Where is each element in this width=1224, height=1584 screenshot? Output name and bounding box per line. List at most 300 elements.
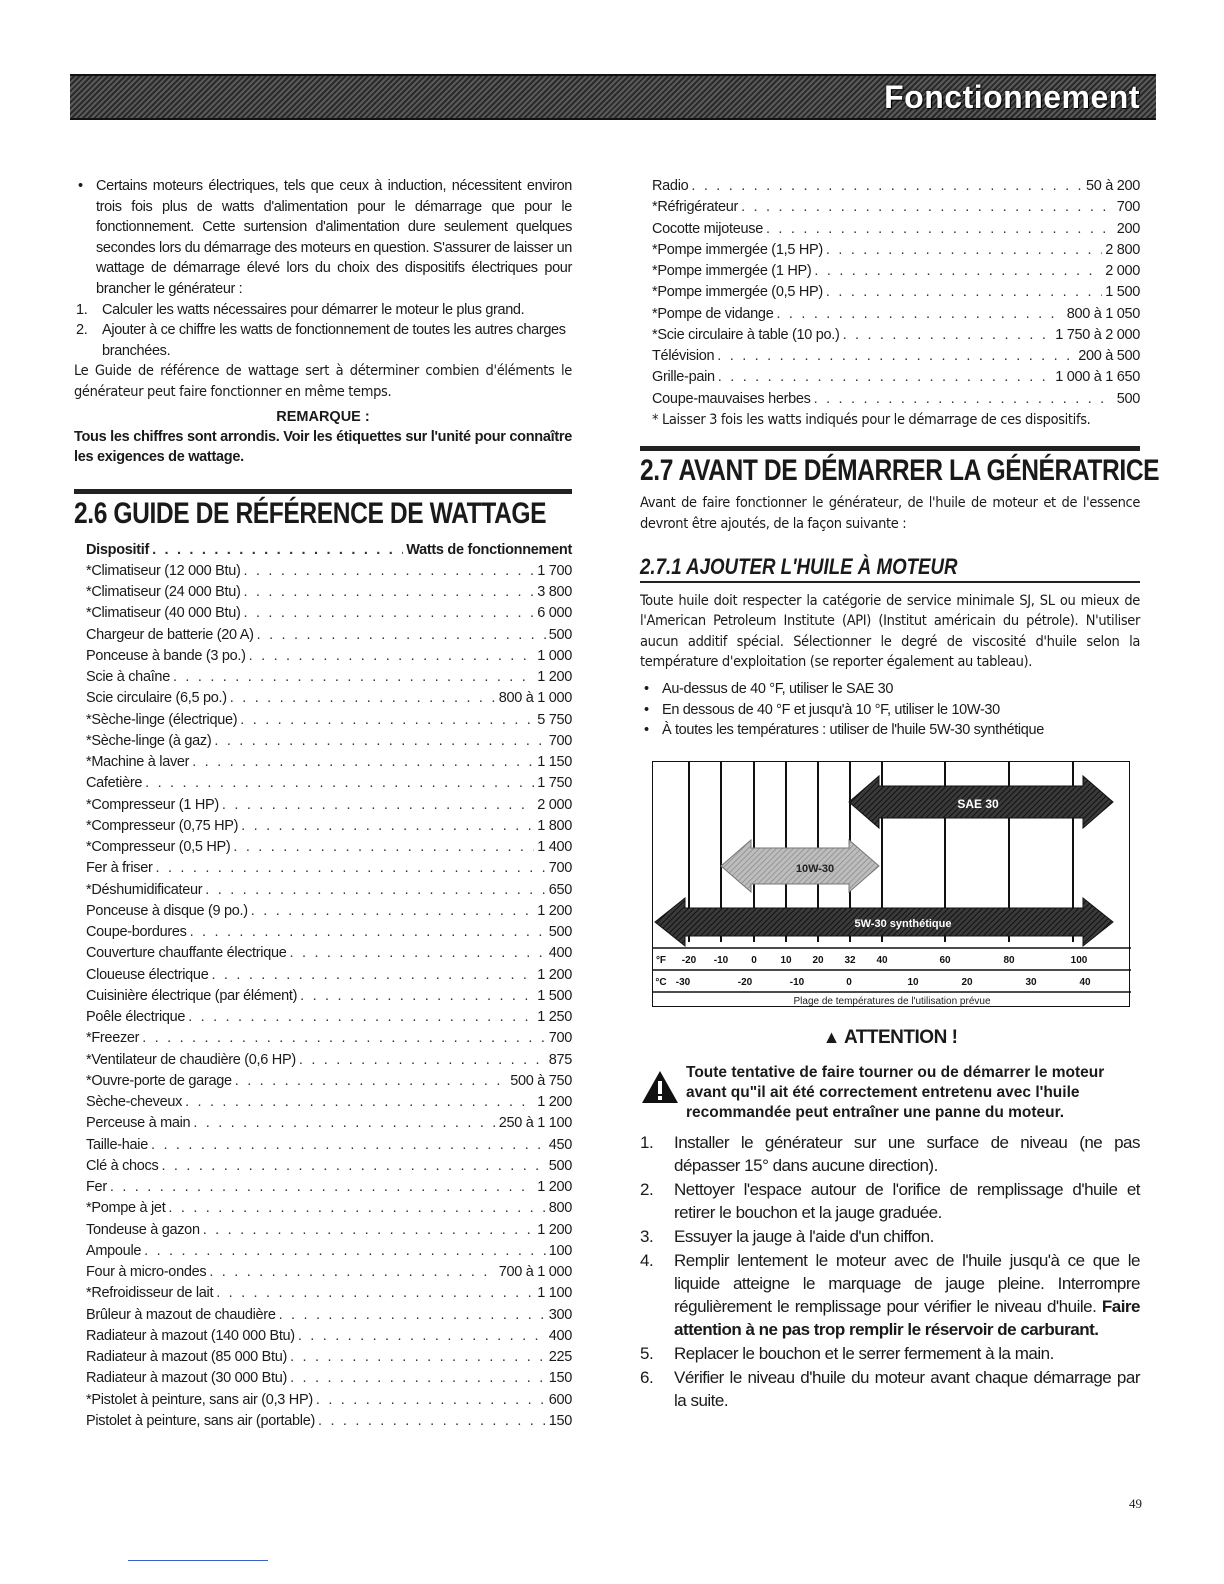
c-tick: 10 — [907, 976, 919, 988]
leader-dots — [298, 1326, 546, 1347]
row-label: Radiateur à mazout (140 000 Btu) — [86, 1327, 295, 1344]
leader-dots — [244, 603, 535, 624]
leader-dots — [230, 688, 496, 709]
row-value: 3 800 — [537, 584, 572, 601]
leader-dots — [235, 1071, 507, 1092]
row-label: Radiateur à mazout (85 000 Btu) — [86, 1349, 288, 1366]
guide-text: Le Guide de référence de wattage sert à déterminer combien d'éléments le générateur peut faire fonctionner en même temps. — [74, 363, 572, 400]
leader-dots — [318, 1411, 546, 1432]
subsection-title: 2.7.1 AJOUTER L'HUILE À MOTEUR — [640, 553, 958, 579]
row-label: *Ouvre-porte de garage — [86, 1072, 232, 1089]
leader-dots — [300, 986, 534, 1007]
row-value: 800 — [548, 1200, 572, 1217]
leader-dots — [249, 646, 535, 667]
c-tick: 40 — [1079, 976, 1091, 988]
leader-dots — [145, 773, 534, 794]
row-label: Sèche-cheveux — [86, 1094, 183, 1111]
row-value: 2 000 — [537, 796, 572, 813]
page-title: Fonctionnement — [884, 79, 1140, 115]
row-label: Cloueuse électrique — [86, 966, 209, 983]
row-value: 150 — [548, 1412, 572, 1429]
table-row — [640, 346, 1140, 367]
leader-dots — [718, 367, 1052, 388]
row-value: 150 — [548, 1370, 572, 1387]
leader-dots — [814, 261, 1102, 282]
footer-line — [128, 1560, 268, 1561]
row-value: 600 — [548, 1391, 572, 1408]
table-row — [74, 1347, 572, 1368]
table-row — [640, 304, 1140, 325]
row-label: Chargeur de batterie (20 A) — [86, 626, 254, 643]
table-row — [74, 561, 572, 582]
leader-dots — [241, 816, 534, 837]
leader-dots — [244, 561, 535, 582]
row-value: 1 700 — [537, 562, 572, 579]
f-tick: 20 — [812, 954, 824, 966]
table-footnote: * Laisser 3 fois les watts indiqués pour le démarrage de ces dispositifs. — [652, 411, 1091, 428]
row-value: 1 200 — [537, 1179, 572, 1196]
table-row — [74, 922, 572, 943]
oil-bullet-text: En dessous de 40 °F et jusqu'à 10 °F, utiliser le 10W-30 — [662, 701, 1000, 718]
row-label: *Compresseur (0,5 HP) — [86, 839, 231, 856]
row-value: 1 200 — [537, 966, 572, 983]
c-tick: -30 — [675, 976, 691, 988]
table-row — [74, 1177, 572, 1198]
remark-text: Tous les chiffres sont arrondis. Voir les étiquettes sur l'unité pour connaître les exigences de wattage. — [74, 428, 572, 465]
row-label: Scie circulaire (6,5 po.) — [86, 690, 227, 707]
row-label: *Sèche-linge (électrique) — [86, 711, 238, 728]
leader-dots — [826, 240, 1102, 261]
attention-heading — [640, 1027, 1140, 1049]
bar-label-10w-30: 10W-30 — [795, 862, 835, 875]
row-value: 1 150 — [537, 754, 572, 771]
row-label: Ponceuse à disque (9 po.) — [86, 902, 248, 919]
step-text: Ajouter à ce chiffre les watts de fonctionnement de toutes les autres charges branchées. — [102, 322, 566, 359]
f-tick: 80 — [1003, 954, 1015, 966]
row-label: Télévision — [652, 348, 715, 364]
table-row — [74, 1326, 572, 1347]
row-value: 1 200 — [537, 669, 572, 686]
row-label: Grille-pain — [652, 369, 715, 386]
remark-title: REMARQUE : — [276, 408, 370, 425]
oil-steps — [640, 1131, 1140, 1412]
c-tick: -10 — [789, 976, 805, 988]
row-label: Tondeuse à gazon — [86, 1221, 200, 1238]
row-label: Clé à chocs — [86, 1157, 159, 1174]
oil-temperature-chart — [652, 761, 1130, 1007]
row-value: 875 — [548, 1051, 572, 1068]
leader-dots — [290, 1368, 546, 1389]
leader-dots — [173, 667, 534, 688]
step-text: Nettoyer l'espace autour de l'orifice de remplissage d'huile et retirer le bouchon et la jauge graduée. — [674, 1179, 1140, 1222]
f-tick: 32 — [844, 954, 856, 966]
list-item — [640, 700, 1140, 721]
oil-bullets — [640, 679, 1140, 741]
row-value: 1 100 — [537, 1285, 572, 1302]
row-label: Brûleur à mazout de chaudière — [86, 1306, 276, 1323]
step-number: 2. — [76, 322, 88, 339]
table-row — [640, 325, 1140, 346]
table-row — [74, 1241, 572, 1262]
table-row — [74, 1050, 572, 1071]
attention-title: ATTENTION ! — [843, 1026, 958, 1048]
table-row — [74, 1007, 572, 1028]
c-unit-label: °C — [655, 976, 667, 988]
leader-dots — [279, 1305, 546, 1326]
warning-triangle-icon: ▲ — [822, 1026, 840, 1047]
column-header-device: Dispositif — [86, 541, 150, 558]
leader-dots — [216, 1283, 534, 1304]
f-tick: 100 — [1070, 954, 1088, 966]
row-label: Cafetière — [86, 775, 143, 792]
row-label: *Climatiseur (12 000 Btu) — [86, 562, 241, 579]
row-value: 500 — [548, 626, 572, 643]
table-row — [640, 197, 1140, 218]
table-row — [74, 1262, 572, 1283]
leader-dots — [152, 540, 403, 561]
leader-dots — [151, 1135, 546, 1156]
row-value: 50 à 200 — [1085, 178, 1140, 194]
table-row — [74, 731, 572, 752]
leader-dots — [214, 731, 545, 752]
table-row — [74, 837, 572, 858]
table-row — [74, 603, 572, 624]
leader-dots — [290, 1347, 546, 1368]
row-label: *Machine à laver — [86, 754, 190, 771]
table-row — [74, 795, 572, 816]
header-banner — [70, 74, 1156, 120]
row-label: Pistolet à peinture, sans air (portable) — [86, 1412, 315, 1429]
row-value: 1 800 — [537, 817, 572, 834]
left-column — [74, 176, 572, 1432]
row-value: 400 — [548, 1327, 572, 1344]
table-row — [74, 1220, 572, 1241]
step-item — [74, 320, 572, 361]
row-value: 6 000 — [537, 605, 572, 622]
table-row — [74, 773, 572, 794]
row-value: 300 — [548, 1306, 572, 1323]
step-text: Essuyer la jauge à l'aide d'un chiffon. — [674, 1226, 934, 1246]
table-row — [74, 1135, 572, 1156]
row-value: 700 à 1 000 — [498, 1264, 572, 1281]
table-row — [74, 1283, 572, 1304]
row-value: 1 200 — [537, 1094, 572, 1111]
table-row — [74, 1156, 572, 1177]
warning-text: Toute tentative de faire tourner ou de démarrer le moteur avant qu"il ait été correctement entretenu avec l'huile recommandée peut entraîner une panne du moteur. — [686, 1063, 1105, 1121]
leader-dots — [316, 1390, 546, 1411]
row-label: *Pompe immergée (1,5 HP) — [652, 241, 823, 258]
table-row — [74, 710, 572, 731]
row-value: 1 200 — [537, 902, 572, 919]
row-value: 500 à 750 — [510, 1072, 572, 1089]
row-label: Scie à chaîne — [86, 669, 170, 686]
row-value: 700 — [1116, 199, 1140, 216]
row-value: 2 000 — [1105, 263, 1140, 279]
leader-dots — [190, 922, 546, 943]
row-value: 5 750 — [537, 711, 572, 728]
row-value: 1 750 à 2 000 — [1055, 326, 1140, 343]
f-axis-ticks — [656, 955, 1088, 966]
leader-dots — [211, 965, 534, 986]
table-row — [640, 367, 1140, 388]
step-item — [74, 300, 572, 321]
oil-chart-svg — [653, 762, 1131, 1008]
row-label: Coupe-mauvaises herbes — [652, 390, 811, 407]
table-row — [74, 688, 572, 709]
table-row — [74, 667, 572, 688]
row-label: Fer à friser — [86, 860, 153, 877]
row-value: 1 500 — [1105, 284, 1140, 301]
table-row — [74, 943, 572, 964]
table-row — [74, 901, 572, 922]
chart-caption: Plage de températures de l'utilisation prévue — [793, 995, 991, 1007]
row-value: 100 — [548, 1242, 572, 1259]
leader-dots — [192, 752, 534, 773]
row-label: *Pistolet à peinture, sans air (0,3 HP) — [86, 1391, 313, 1408]
row-value: 1 750 — [537, 775, 572, 792]
c-axis-ticks — [655, 977, 1091, 988]
row-label: *Déshumidificateur — [86, 881, 203, 898]
table-row — [74, 858, 572, 879]
table-row — [74, 1092, 572, 1113]
step-item — [640, 1342, 1140, 1365]
step-text: Vérifier le niveau d'huile du moteur avant chaque démarrage par la suite. — [674, 1367, 1140, 1410]
page-number: 49 — [1129, 1496, 1142, 1511]
leader-dots — [251, 901, 534, 922]
leader-dots — [205, 880, 545, 901]
row-label: Perceuse à main — [86, 1115, 191, 1132]
f-tick: 10 — [780, 954, 792, 966]
row-label: *Refroidisseur de lait — [86, 1285, 214, 1302]
row-label: Couverture chauffante électrique — [86, 945, 287, 962]
row-value: 800 à 1 050 — [1066, 305, 1140, 322]
row-value: 800 à 1 000 — [498, 690, 572, 707]
bar-label-sae-30: SAE 30 — [957, 796, 999, 811]
table-row — [74, 625, 572, 646]
section-title: 2.6 GUIDE DE RÉFÉRENCE DE WATTAGE — [74, 496, 547, 530]
row-value: 400 — [548, 945, 572, 962]
row-label: Coupe-bordures — [86, 924, 187, 941]
step-item — [640, 1366, 1140, 1412]
table-row — [640, 219, 1140, 240]
row-label: Radio — [652, 178, 689, 194]
warning-block — [640, 1063, 1140, 1123]
row-label: Cuisinière électrique (par élément) — [86, 987, 298, 1004]
step-emphasis: Faire attention à ne pas trop remplir le réservoir de carburant. — [674, 1296, 1140, 1339]
leader-dots — [209, 1262, 495, 1283]
leader-dots — [222, 795, 534, 816]
leader-dots — [814, 389, 1114, 410]
row-value: 200 à 500 — [1078, 348, 1140, 364]
table-header — [74, 540, 572, 561]
step-item — [640, 1225, 1140, 1248]
list-item — [640, 679, 1140, 700]
right-column — [640, 176, 1160, 1413]
row-label: *Scie circulaire à table (10 po.) — [652, 326, 840, 343]
row-label: Ponceuse à bande (3 po.) — [86, 647, 246, 664]
table-row — [640, 282, 1140, 303]
step-text: Remplir lentement le moteur avec de l'huile jusqu'à ce que le liquide atteigne le marquage de jauge pleine. Interrompre régulièrement le remplissage pour vérifier le niveau d'huile. — [674, 1250, 1140, 1316]
step-number: 1. — [76, 301, 88, 318]
row-label: *Compresseur (1 HP) — [86, 796, 219, 813]
row-label: *Réfrigérateur — [652, 199, 739, 216]
leader-dots — [843, 325, 1053, 346]
table-row — [74, 1390, 572, 1411]
leader-dots — [299, 1050, 546, 1071]
step-number: 1. — [640, 1132, 654, 1152]
step-item — [640, 1178, 1140, 1224]
table-row — [74, 1198, 572, 1219]
step-item — [640, 1249, 1140, 1341]
table-row — [74, 1411, 572, 1432]
list-item — [640, 720, 1140, 741]
row-label: *Pompe à jet — [86, 1200, 166, 1217]
row-value: 1 250 — [537, 1009, 572, 1026]
wattage-table-continued — [640, 176, 1140, 410]
leader-dots — [110, 1177, 534, 1198]
leader-dots — [156, 858, 546, 879]
wattage-table — [74, 540, 572, 1433]
leader-dots — [240, 710, 534, 731]
leader-dots — [776, 304, 1063, 325]
row-label: Radiateur à mazout (30 000 Btu) — [86, 1370, 288, 1387]
row-label: Ampoule — [86, 1242, 142, 1259]
row-value: 700 — [548, 732, 572, 749]
step-number: 3. — [640, 1226, 654, 1246]
row-label: *Ventilateur de chaudière (0,6 HP) — [86, 1051, 296, 1068]
f-tick: 0 — [751, 954, 757, 966]
c-tick: -20 — [737, 976, 753, 988]
table-row — [74, 1368, 572, 1389]
table-row — [640, 176, 1140, 197]
table-row — [74, 1305, 572, 1326]
c-tick: 20 — [961, 976, 973, 988]
row-value: 450 — [548, 1136, 572, 1153]
leader-dots — [161, 1156, 545, 1177]
row-value: 1 500 — [537, 987, 572, 1004]
table-row — [74, 1113, 572, 1134]
intro-bullet — [74, 176, 572, 300]
step-number: 6. — [640, 1367, 654, 1387]
bullet-dot: • — [644, 722, 649, 739]
subsection-heading — [640, 553, 1140, 583]
row-label: Poêle électrique — [86, 1009, 186, 1026]
bullet-dot: • — [644, 680, 649, 697]
table-row — [74, 965, 572, 986]
section-title: 2.7 AVANT DE DÉMARRER LA GÉNÉRATRICE — [640, 454, 1160, 488]
row-value: 500 — [548, 924, 572, 941]
f-tick: -10 — [713, 954, 729, 966]
oil-bullet-text: Au-dessus de 40 °F, utiliser le SAE 30 — [662, 680, 894, 697]
oil-text: Toute huile doit respecter la catégorie de service minimale SJ, SL ou mieux de l'American Petroleum Institute (API) (Institut américain du pétrole). N'utiliser aucun additif spécial. Sélectionner le degré de viscosité d'huile selon la température d'exploitation (se reporter également au tableau). — [640, 592, 1140, 671]
section-heading-2-6 — [74, 489, 572, 532]
table-row — [74, 816, 572, 837]
step-text: Replacer le bouchon et le serrer fermement à la main. — [674, 1343, 1054, 1363]
row-label: Fer — [86, 1179, 107, 1196]
table-row — [74, 986, 572, 1007]
c-tick: 30 — [1025, 976, 1037, 988]
table-row — [74, 752, 572, 773]
f-tick: -20 — [681, 954, 697, 966]
section-heading-2-7 — [640, 446, 1160, 489]
row-value: 1 000 — [537, 647, 572, 664]
row-value: 200 — [1116, 220, 1140, 237]
f-unit-label: °F — [655, 954, 667, 966]
table-row — [640, 240, 1140, 261]
leader-dots — [290, 943, 546, 964]
row-value: 700 — [548, 1030, 572, 1047]
row-label: Four à micro-ondes — [86, 1264, 207, 1281]
leader-dots — [691, 176, 1083, 197]
row-value: 225 — [548, 1349, 572, 1366]
row-value: 700 — [548, 860, 572, 877]
row-value: 1 000 à 1 650 — [1055, 369, 1140, 386]
leader-dots — [142, 1028, 546, 1049]
table-row — [74, 1071, 572, 1092]
leader-dots — [233, 837, 534, 858]
row-value: 650 — [548, 881, 572, 898]
step-text: Installer le générateur sur une surface de niveau (ne pas dépasser 15° dans aucune direction). — [674, 1132, 1140, 1175]
row-value: 500 — [1116, 390, 1140, 407]
column-header-watts: Watts de fonctionnement — [406, 541, 572, 558]
step-number: 4. — [640, 1250, 654, 1270]
row-value: 1 400 — [537, 839, 572, 856]
row-label: *Compresseur (0,75 HP) — [86, 817, 239, 834]
leader-dots — [741, 197, 1114, 218]
leader-dots — [766, 219, 1114, 240]
leader-dots — [203, 1220, 534, 1241]
row-label: Cocotte mijoteuse — [652, 220, 763, 237]
table-row — [74, 646, 572, 667]
row-label: *Freezer — [86, 1030, 140, 1047]
row-value: 2 800 — [1105, 241, 1140, 258]
row-label: *Pompe immergée (0,5 HP) — [652, 284, 823, 301]
table-row — [640, 389, 1140, 410]
row-value: 500 — [548, 1157, 572, 1174]
row-label: *Climatiseur (24 000 Btu) — [86, 584, 241, 601]
intro-bullet-text: Certains moteurs électriques, tels que ceux à induction, nécessitent environ trois fois plus de watts d'alimentation pour le démarrage que pour le fonctionnement. Cette surtension d'alimentation dure seulement quelques secondes lors du démarrage des moteurs en question. S'assurer de laisser un wattage de démarrage élevé lors du choix des dispositifs électriques pour brancher le générateur : — [96, 178, 572, 297]
row-label: Taille-haie — [86, 1136, 148, 1153]
warning-triangle-icon — [640, 1069, 680, 1105]
bar-label-5w-30-synthetic: 5W-30 synthétique — [854, 917, 952, 930]
c-tick: 0 — [846, 976, 852, 988]
row-value: 1 200 — [537, 1221, 572, 1238]
leader-dots — [257, 625, 546, 646]
table-row — [640, 261, 1140, 282]
f-tick: 60 — [939, 954, 951, 966]
leader-dots — [244, 582, 535, 603]
step-item — [640, 1131, 1140, 1177]
row-label: *Pompe immergée (1 HP) — [652, 263, 812, 279]
oil-bullet-text: À toutes les températures : utiliser de l'huile 5W-30 synthétique — [662, 722, 1044, 739]
bullet-dot: • — [78, 178, 83, 194]
leader-dots — [826, 282, 1102, 303]
step-number: 5. — [640, 1343, 654, 1363]
bullet-dot: • — [644, 701, 649, 718]
leader-dots — [144, 1241, 546, 1262]
step-number: 2. — [640, 1179, 654, 1199]
f-tick: 40 — [876, 954, 888, 966]
leader-dots — [188, 1007, 534, 1028]
leader-dots — [193, 1113, 495, 1134]
row-value: 250 à 1 100 — [498, 1115, 572, 1132]
step-text: Calculer les watts nécessaires pour démarrer le moteur le plus grand. — [102, 301, 525, 318]
table-row — [74, 880, 572, 901]
row-label: *Pompe de vidange — [652, 305, 774, 322]
table-row — [74, 582, 572, 603]
leader-dots — [185, 1092, 534, 1113]
row-label: *Sèche-linge (à gaz) — [86, 732, 212, 749]
